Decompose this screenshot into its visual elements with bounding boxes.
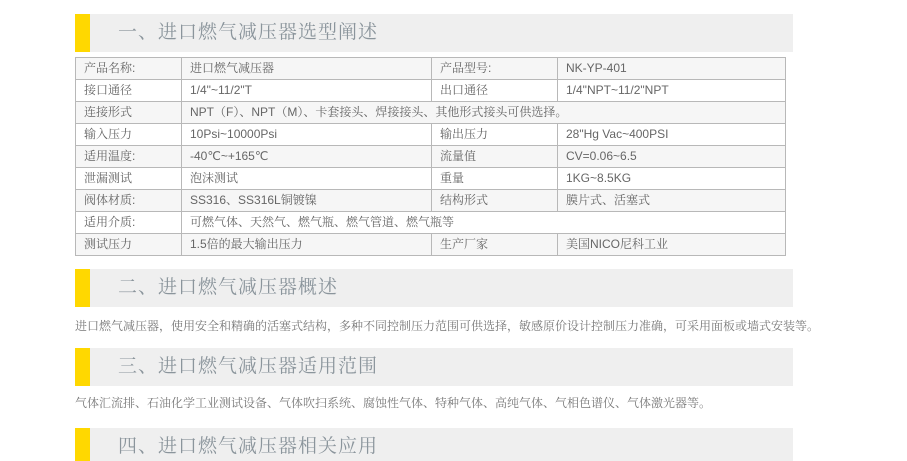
spec-label: 连接形式 xyxy=(76,102,182,124)
spec-value: 10Psi~10000Psi xyxy=(182,124,432,146)
product-spec-table xyxy=(75,57,786,256)
section-title-applications: 四、进口燃气减压器相关应用 xyxy=(118,436,379,457)
spec-label: 适用温度: xyxy=(76,146,182,168)
table-row xyxy=(76,124,786,146)
section-heading-2 xyxy=(75,269,793,307)
spec-label: 阀体材质: xyxy=(76,190,182,212)
spec-label: 测试压力 xyxy=(76,234,182,256)
spec-value: 1/4"NPT~11/2"NPT xyxy=(558,80,786,102)
yellow-accent-bar xyxy=(75,428,90,461)
spec-label: 接口通径 xyxy=(76,80,182,102)
section-title-scope: 三、进口燃气减压器适用范围 xyxy=(118,356,379,377)
spec-label: 产品名称: xyxy=(76,58,182,80)
spec-label: 重量 xyxy=(432,168,558,190)
spec-value: 1.5倍的最大输出压力 xyxy=(182,234,432,256)
table-row xyxy=(76,58,786,80)
spec-label: 泄漏测试 xyxy=(76,168,182,190)
spec-label: 输入压力 xyxy=(76,124,182,146)
section-title-selection: 一、进口燃气减压器选型阐述 xyxy=(118,22,379,43)
spec-value: CV=0.06~6.5 xyxy=(558,146,786,168)
spec-value: 泡沫测试 xyxy=(182,168,432,190)
spec-value: 美国NICO尼科工业 xyxy=(558,234,786,256)
spec-value: -40℃~+165℃ xyxy=(182,146,432,168)
spec-value: 28"Hg Vac~400PSI xyxy=(558,124,786,146)
spec-label: 适用介质: xyxy=(76,212,182,234)
table-row xyxy=(76,234,786,256)
spec-value: 1/4"~11/2"T xyxy=(182,80,432,102)
spec-value: 可燃气体、天然气、燃气瓶、燃气管道、燃气瓶等 xyxy=(182,212,786,234)
yellow-accent-bar xyxy=(75,14,90,52)
section-paragraph-scope: 气体汇流排、石油化学工业测试设备、气体吹扫系统、腐蚀性气体、特种气体、高纯气体、气相色谱仪、气体激光器等。 xyxy=(75,396,712,410)
spec-label: 生产厂家 xyxy=(432,234,558,256)
spec-value: 1KG~8.5KG xyxy=(558,168,786,190)
table-row xyxy=(76,80,786,102)
table-row xyxy=(76,190,786,212)
table-row xyxy=(76,102,786,124)
yellow-accent-bar xyxy=(75,348,90,386)
table-row xyxy=(76,168,786,190)
table-row xyxy=(76,146,786,168)
spec-value: NPT（F）、NPT（M）、卡套接头、焊接接头、其他形式接头可供选择。 xyxy=(182,102,786,124)
spec-value: 膜片式、活塞式 xyxy=(558,190,786,212)
spec-label: 结构形式 xyxy=(432,190,558,212)
spec-label: 输出压力 xyxy=(432,124,558,146)
spec-value: SS316、SS316L铜镀镍 xyxy=(182,190,432,212)
section-title-overview: 二、进口燃气减压器概述 xyxy=(118,277,339,298)
spec-label: 出口通径 xyxy=(432,80,558,102)
section-heading-4 xyxy=(75,428,793,461)
table-row xyxy=(76,212,786,234)
section-heading-1 xyxy=(75,14,793,52)
yellow-accent-bar xyxy=(75,269,90,307)
spec-value: 进口燃气减压器 xyxy=(182,58,432,80)
section-paragraph-overview: 进口燃气减压器，使用安全和精确的活塞式结构，多种不同控制压力范围可供选择，敏感原价设计控制压力准确，可采用面板或墙式安装等。 xyxy=(75,319,820,333)
section-heading-3 xyxy=(75,348,793,386)
spec-label: 流量值 xyxy=(432,146,558,168)
spec-label: 产品型号: xyxy=(432,58,558,80)
spec-value: NK-YP-401 xyxy=(558,58,786,80)
